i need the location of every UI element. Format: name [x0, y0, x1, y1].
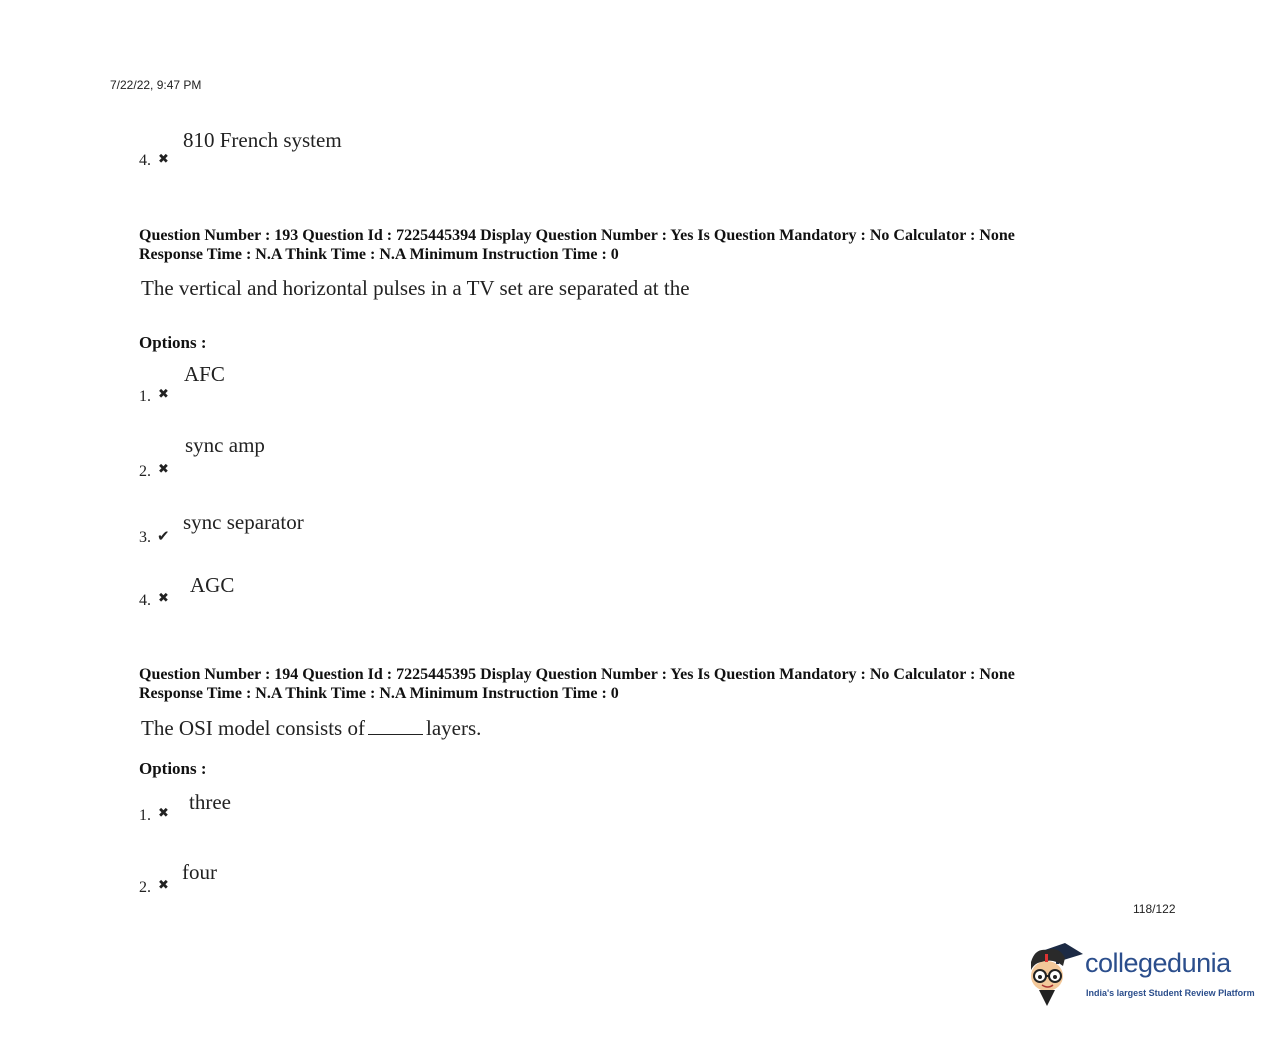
cross-icon: ✖: [158, 878, 169, 893]
answer-blank: [368, 718, 423, 735]
q193-option-2-text: sync amp: [185, 433, 265, 457]
logo-wordmark: collegedunia: [1085, 948, 1231, 978]
prev-option-text: 810 French system: [183, 128, 342, 152]
q193-option-2-number: 2.: [139, 463, 151, 480]
print-timestamp: 7/22/22, 9:47 PM: [110, 78, 202, 92]
q193-option-4-number: 4.: [139, 592, 151, 609]
cross-icon: ✖: [158, 462, 169, 477]
logo-tagline: India's largest Student Review Platform: [1086, 988, 1255, 998]
cross-icon: ✖: [158, 152, 169, 167]
question-194-meta-line1: Question Number : 194 Question Id : 7225445395 Display Question Number : Yes Is Question Mandatory : No Calculator : None: [139, 666, 1015, 683]
cross-icon: ✖: [158, 387, 169, 402]
cross-icon: ✖: [158, 806, 169, 821]
q193-option-1-text: AFC: [184, 362, 225, 386]
question-193-options-label: Options :: [139, 333, 207, 352]
prev-option-number: 4.: [139, 152, 151, 169]
question-193-meta-line2: Response Time : N.A Think Time : N.A Minimum Instruction Time : 0: [139, 246, 619, 263]
q193-option-3-number: 3.: [139, 529, 151, 546]
collegedunia-logo[interactable]: [1025, 940, 1255, 1010]
question-194-text: [141, 716, 481, 741]
checkmark-icon: ✔: [157, 527, 170, 545]
question-194-text-before: The OSI model consists of: [141, 716, 365, 740]
q194-option-1-number: 1.: [139, 807, 151, 824]
q194-option-1-text: three: [189, 790, 231, 814]
q193-option-4-text: AGC: [190, 573, 235, 597]
mascot-icon: [1025, 940, 1085, 1010]
question-193-text: The vertical and horizontal pulses in a TV set are separated at the: [141, 276, 690, 300]
q194-option-2-number: 2.: [139, 879, 151, 896]
q193-option-3-text: sync separator: [183, 510, 304, 534]
question-194-text-after: layers.: [425, 716, 482, 740]
cross-icon: ✖: [158, 591, 169, 606]
q193-option-1-number: 1.: [139, 388, 151, 405]
q194-option-2-text: four: [182, 860, 217, 884]
question-194-options-label: Options :: [139, 759, 207, 778]
question-193-meta-line1: Question Number : 193 Question Id : 7225445394 Display Question Number : Yes Is Question Mandatory : No Calculator : None: [139, 227, 1015, 244]
question-194-meta-line2: Response Time : N.A Think Time : N.A Minimum Instruction Time : 0: [139, 685, 619, 702]
page-number: 118/122: [1133, 902, 1176, 916]
